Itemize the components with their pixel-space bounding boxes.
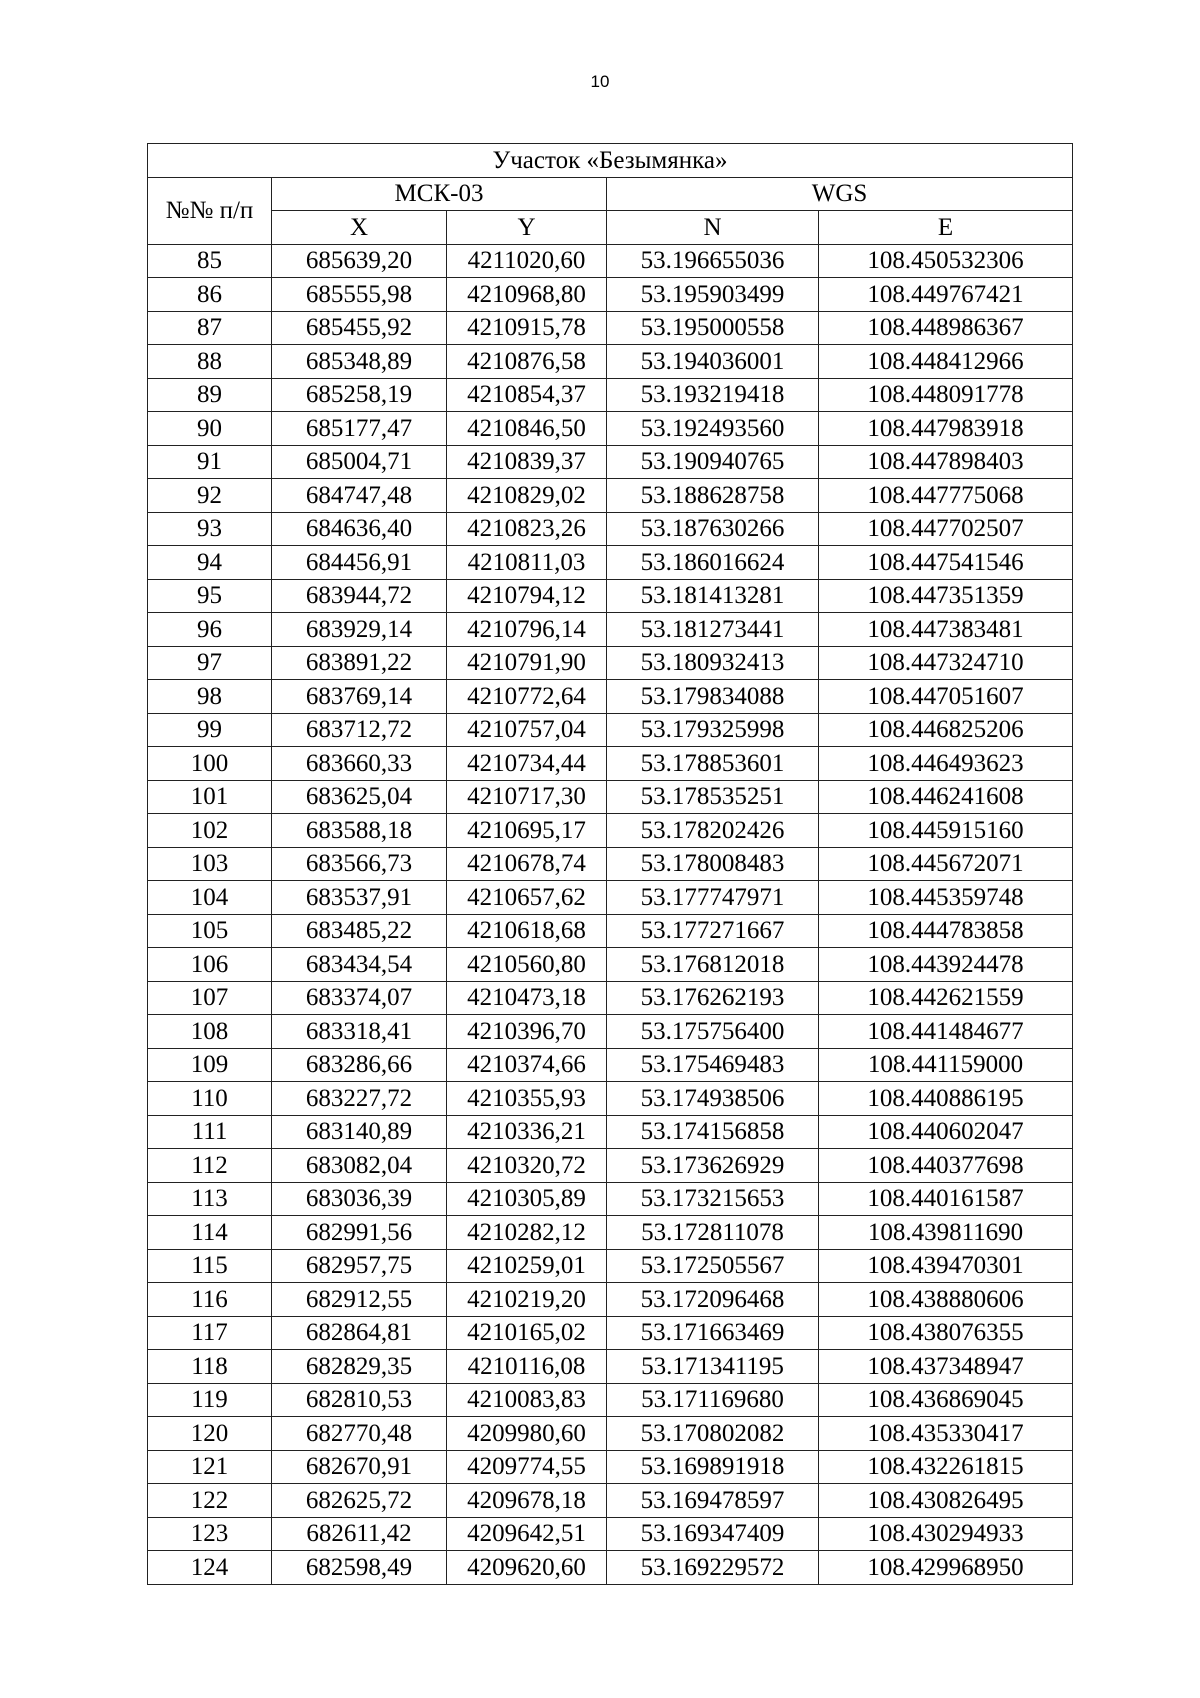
e-cell: 108.448412966 — [819, 345, 1073, 379]
y-cell: 4210823,26 — [447, 512, 607, 546]
table-row — [148, 1115, 1073, 1149]
row-number-cell: 124 — [148, 1551, 272, 1585]
table-row — [148, 847, 1073, 881]
n-cell: 53.178853601 — [607, 747, 819, 781]
x-cell: 682611,42 — [272, 1517, 447, 1551]
table-row — [148, 1048, 1073, 1082]
y-cell: 4210374,66 — [447, 1048, 607, 1082]
x-cell: 683286,66 — [272, 1048, 447, 1082]
y-cell: 4210305,89 — [447, 1182, 607, 1216]
x-cell: 685639,20 — [272, 244, 447, 278]
n-cell: 53.177747971 — [607, 881, 819, 915]
table-row — [148, 1417, 1073, 1451]
n-cell: 53.195000558 — [607, 311, 819, 345]
n-cell: 53.172505567 — [607, 1249, 819, 1283]
row-number-cell: 109 — [148, 1048, 272, 1082]
header-row-number: №№ п/п — [148, 177, 272, 244]
e-cell: 108.441159000 — [819, 1048, 1073, 1082]
row-number-cell: 114 — [148, 1216, 272, 1250]
e-cell: 108.447898403 — [819, 445, 1073, 479]
y-cell: 4210336,21 — [447, 1115, 607, 1149]
y-cell: 4210219,20 — [447, 1283, 607, 1317]
n-cell: 53.171169680 — [607, 1383, 819, 1417]
table-row — [148, 948, 1073, 982]
n-cell: 53.177271667 — [607, 914, 819, 948]
n-cell: 53.179834088 — [607, 680, 819, 714]
n-cell: 53.192493560 — [607, 412, 819, 446]
y-cell: 4210794,12 — [447, 579, 607, 613]
x-cell: 683374,07 — [272, 981, 447, 1015]
x-cell: 685455,92 — [272, 311, 447, 345]
e-cell: 108.447775068 — [819, 479, 1073, 513]
e-cell: 108.429968950 — [819, 1551, 1073, 1585]
y-cell: 4210772,64 — [447, 680, 607, 714]
e-cell: 108.448091778 — [819, 378, 1073, 412]
table-row — [148, 646, 1073, 680]
page-number: 10 — [590, 72, 610, 91]
row-number-cell: 117 — [148, 1316, 272, 1350]
e-cell: 108.447702507 — [819, 512, 1073, 546]
row-number-cell: 88 — [148, 345, 272, 379]
x-cell: 683318,41 — [272, 1015, 447, 1049]
x-cell: 682598,49 — [272, 1551, 447, 1585]
n-cell: 53.194036001 — [607, 345, 819, 379]
n-cell: 53.195903499 — [607, 278, 819, 312]
y-cell: 4210657,62 — [447, 881, 607, 915]
header-group-wgs: WGS — [607, 177, 1073, 211]
n-cell: 53.175469483 — [607, 1048, 819, 1082]
row-number-cell: 102 — [148, 814, 272, 848]
table-row — [148, 1015, 1073, 1049]
header-y: Y — [447, 211, 607, 245]
row-number-cell: 111 — [148, 1115, 272, 1149]
row-number-cell: 119 — [148, 1383, 272, 1417]
row-number-cell: 85 — [148, 244, 272, 278]
y-cell: 4210259,01 — [447, 1249, 607, 1283]
e-cell: 108.439811690 — [819, 1216, 1073, 1250]
row-number-cell: 95 — [148, 579, 272, 613]
table-row — [148, 1216, 1073, 1250]
row-number-cell: 97 — [148, 646, 272, 680]
row-number-cell: 87 — [148, 311, 272, 345]
e-cell: 108.438076355 — [819, 1316, 1073, 1350]
y-cell: 4210796,14 — [447, 613, 607, 647]
n-cell: 53.169478597 — [607, 1484, 819, 1518]
row-number-cell: 90 — [148, 412, 272, 446]
x-cell: 683434,54 — [272, 948, 447, 982]
table-row — [148, 1350, 1073, 1384]
table-row — [148, 881, 1073, 915]
n-cell: 53.181273441 — [607, 613, 819, 647]
table-row — [148, 378, 1073, 412]
table-row — [148, 1149, 1073, 1183]
y-cell: 4210846,50 — [447, 412, 607, 446]
n-cell: 53.186016624 — [607, 546, 819, 580]
y-cell: 4210320,72 — [447, 1149, 607, 1183]
n-cell: 53.171341195 — [607, 1350, 819, 1384]
n-cell: 53.180932413 — [607, 646, 819, 680]
x-cell: 684747,48 — [272, 479, 447, 513]
e-cell: 108.445672071 — [819, 847, 1073, 881]
row-number-cell: 110 — [148, 1082, 272, 1116]
x-cell: 683929,14 — [272, 613, 447, 647]
x-cell: 684636,40 — [272, 512, 447, 546]
e-cell: 108.440377698 — [819, 1149, 1073, 1183]
table-row — [148, 1182, 1073, 1216]
x-cell: 683712,72 — [272, 713, 447, 747]
y-cell: 4211020,60 — [447, 244, 607, 278]
coordinates-table — [147, 143, 1073, 1585]
n-cell: 53.188628758 — [607, 479, 819, 513]
y-cell: 4210083,83 — [447, 1383, 607, 1417]
x-cell: 682770,48 — [272, 1417, 447, 1451]
e-cell: 108.435330417 — [819, 1417, 1073, 1451]
table-row — [148, 1484, 1073, 1518]
n-cell: 53.196655036 — [607, 244, 819, 278]
y-cell: 4210915,78 — [447, 311, 607, 345]
header-e: E — [819, 211, 1073, 245]
e-cell: 108.430294933 — [819, 1517, 1073, 1551]
e-cell: 108.441484677 — [819, 1015, 1073, 1049]
y-cell: 4210560,80 — [447, 948, 607, 982]
y-cell: 4210618,68 — [447, 914, 607, 948]
table-row — [148, 1450, 1073, 1484]
table-row — [148, 479, 1073, 513]
x-cell: 682957,75 — [272, 1249, 447, 1283]
table-header — [148, 144, 1073, 245]
x-cell: 682625,72 — [272, 1484, 447, 1518]
x-cell: 685177,47 — [272, 412, 447, 446]
table-title: Участок «Безымянка» — [148, 144, 1073, 178]
table-row — [148, 512, 1073, 546]
header-x: X — [272, 211, 447, 245]
table-row — [148, 1551, 1073, 1585]
n-cell: 53.169229572 — [607, 1551, 819, 1585]
e-cell: 108.447051607 — [819, 680, 1073, 714]
n-cell: 53.172811078 — [607, 1216, 819, 1250]
row-number-cell: 122 — [148, 1484, 272, 1518]
n-cell: 53.172096468 — [607, 1283, 819, 1317]
e-cell: 108.446825206 — [819, 713, 1073, 747]
row-number-cell: 93 — [148, 512, 272, 546]
x-cell: 685258,19 — [272, 378, 447, 412]
n-cell: 53.178008483 — [607, 847, 819, 881]
e-cell: 108.440161587 — [819, 1182, 1073, 1216]
n-cell: 53.173215653 — [607, 1182, 819, 1216]
n-cell: 53.178535251 — [607, 780, 819, 814]
e-cell: 108.446493623 — [819, 747, 1073, 781]
n-cell: 53.174156858 — [607, 1115, 819, 1149]
n-cell: 53.171663469 — [607, 1316, 819, 1350]
n-cell: 53.181413281 — [607, 579, 819, 613]
e-cell: 108.445359748 — [819, 881, 1073, 915]
y-cell: 4210854,37 — [447, 378, 607, 412]
table-row — [148, 445, 1073, 479]
row-number-cell: 118 — [148, 1350, 272, 1384]
y-cell: 4210116,08 — [447, 1350, 607, 1384]
x-cell: 682991,56 — [272, 1216, 447, 1250]
x-cell: 683660,33 — [272, 747, 447, 781]
row-number-cell: 104 — [148, 881, 272, 915]
table-row — [148, 1316, 1073, 1350]
e-cell: 108.450532306 — [819, 244, 1073, 278]
row-number-cell: 113 — [148, 1182, 272, 1216]
y-cell: 4210829,02 — [447, 479, 607, 513]
row-number-cell: 116 — [148, 1283, 272, 1317]
y-cell: 4210473,18 — [447, 981, 607, 1015]
e-cell: 108.444783858 — [819, 914, 1073, 948]
e-cell: 108.447351359 — [819, 579, 1073, 613]
e-cell: 108.440886195 — [819, 1082, 1073, 1116]
row-number-cell: 89 — [148, 378, 272, 412]
y-cell: 4210791,90 — [447, 646, 607, 680]
e-cell: 108.447541546 — [819, 546, 1073, 580]
e-cell: 108.443924478 — [819, 948, 1073, 982]
e-cell: 108.447983918 — [819, 412, 1073, 446]
x-cell: 683537,91 — [272, 881, 447, 915]
row-number-cell: 123 — [148, 1517, 272, 1551]
table-row — [148, 546, 1073, 580]
y-cell: 4209678,18 — [447, 1484, 607, 1518]
x-cell: 685348,89 — [272, 345, 447, 379]
y-cell: 4210355,93 — [447, 1082, 607, 1116]
row-number-cell: 107 — [148, 981, 272, 1015]
row-number-cell: 120 — [148, 1417, 272, 1451]
x-cell: 682912,55 — [272, 1283, 447, 1317]
table-row — [148, 1383, 1073, 1417]
y-cell: 4210757,04 — [447, 713, 607, 747]
row-number-cell: 101 — [148, 780, 272, 814]
table-row — [148, 1249, 1073, 1283]
table-row — [148, 345, 1073, 379]
x-cell: 685555,98 — [272, 278, 447, 312]
e-cell: 108.447383481 — [819, 613, 1073, 647]
x-cell: 683140,89 — [272, 1115, 447, 1149]
row-number-cell: 98 — [148, 680, 272, 714]
row-number-cell: 103 — [148, 847, 272, 881]
n-cell: 53.173626929 — [607, 1149, 819, 1183]
row-number-cell: 108 — [148, 1015, 272, 1049]
row-number-cell: 96 — [148, 613, 272, 647]
e-cell: 108.449767421 — [819, 278, 1073, 312]
e-cell: 108.440602047 — [819, 1115, 1073, 1149]
n-cell: 53.169891918 — [607, 1450, 819, 1484]
x-cell: 683485,22 — [272, 914, 447, 948]
table-row — [148, 579, 1073, 613]
y-cell: 4210811,03 — [447, 546, 607, 580]
n-cell: 53.190940765 — [607, 445, 819, 479]
row-number-cell: 86 — [148, 278, 272, 312]
row-number-cell: 100 — [148, 747, 272, 781]
e-cell: 108.448986367 — [819, 311, 1073, 345]
e-cell: 108.436869045 — [819, 1383, 1073, 1417]
e-cell: 108.439470301 — [819, 1249, 1073, 1283]
y-cell: 4210165,02 — [447, 1316, 607, 1350]
table-row — [148, 613, 1073, 647]
table-body — [148, 244, 1073, 1584]
x-cell: 682670,91 — [272, 1450, 447, 1484]
row-number-cell: 112 — [148, 1149, 272, 1183]
e-cell: 108.447324710 — [819, 646, 1073, 680]
e-cell: 108.445915160 — [819, 814, 1073, 848]
x-cell: 683227,72 — [272, 1082, 447, 1116]
header-group-msk03: МСК-03 — [272, 177, 607, 211]
n-cell: 53.179325998 — [607, 713, 819, 747]
y-cell: 4210839,37 — [447, 445, 607, 479]
n-cell: 53.175756400 — [607, 1015, 819, 1049]
e-cell: 108.430826495 — [819, 1484, 1073, 1518]
table-row — [148, 981, 1073, 1015]
e-cell: 108.432261815 — [819, 1450, 1073, 1484]
table-row — [148, 278, 1073, 312]
table-row — [148, 412, 1073, 446]
n-cell: 53.174938506 — [607, 1082, 819, 1116]
row-number-cell: 121 — [148, 1450, 272, 1484]
n-cell: 53.170802082 — [607, 1417, 819, 1451]
y-cell: 4210968,80 — [447, 278, 607, 312]
n-cell: 53.193219418 — [607, 378, 819, 412]
table-row — [148, 814, 1073, 848]
x-cell: 683566,73 — [272, 847, 447, 881]
table-row — [148, 713, 1073, 747]
x-cell: 684456,91 — [272, 546, 447, 580]
table-row — [148, 747, 1073, 781]
y-cell: 4209774,55 — [447, 1450, 607, 1484]
x-cell: 682829,35 — [272, 1350, 447, 1384]
x-cell: 683082,04 — [272, 1149, 447, 1183]
y-cell: 4210717,30 — [447, 780, 607, 814]
y-cell: 4210734,44 — [447, 747, 607, 781]
y-cell: 4210876,58 — [447, 345, 607, 379]
n-cell: 53.169347409 — [607, 1517, 819, 1551]
x-cell: 683625,04 — [272, 780, 447, 814]
x-cell: 683891,22 — [272, 646, 447, 680]
e-cell: 108.437348947 — [819, 1350, 1073, 1384]
table-row — [148, 780, 1073, 814]
table-row — [148, 311, 1073, 345]
table-row — [148, 680, 1073, 714]
y-cell: 4210282,12 — [447, 1216, 607, 1250]
y-cell: 4209642,51 — [447, 1517, 607, 1551]
x-cell: 685004,71 — [272, 445, 447, 479]
e-cell: 108.442621559 — [819, 981, 1073, 1015]
n-cell: 53.176812018 — [607, 948, 819, 982]
y-cell: 4210678,74 — [447, 847, 607, 881]
table-row — [148, 1517, 1073, 1551]
x-cell: 683588,18 — [272, 814, 447, 848]
table-row — [148, 244, 1073, 278]
table-row — [148, 1283, 1073, 1317]
y-cell: 4209620,60 — [447, 1551, 607, 1585]
row-number-cell: 99 — [148, 713, 272, 747]
x-cell: 683944,72 — [272, 579, 447, 613]
x-cell: 683036,39 — [272, 1182, 447, 1216]
y-cell: 4209980,60 — [447, 1417, 607, 1451]
n-cell: 53.187630266 — [607, 512, 819, 546]
row-number-cell: 91 — [148, 445, 272, 479]
row-number-cell: 94 — [148, 546, 272, 580]
table-row — [148, 914, 1073, 948]
x-cell: 683769,14 — [272, 680, 447, 714]
e-cell: 108.446241608 — [819, 780, 1073, 814]
row-number-cell: 105 — [148, 914, 272, 948]
header-n: N — [607, 211, 819, 245]
e-cell: 108.438880606 — [819, 1283, 1073, 1317]
row-number-cell: 106 — [148, 948, 272, 982]
x-cell: 682810,53 — [272, 1383, 447, 1417]
n-cell: 53.176262193 — [607, 981, 819, 1015]
row-number-cell: 115 — [148, 1249, 272, 1283]
y-cell: 4210695,17 — [447, 814, 607, 848]
y-cell: 4210396,70 — [447, 1015, 607, 1049]
n-cell: 53.178202426 — [607, 814, 819, 848]
table-row — [148, 1082, 1073, 1116]
row-number-cell: 92 — [148, 479, 272, 513]
x-cell: 682864,81 — [272, 1316, 447, 1350]
